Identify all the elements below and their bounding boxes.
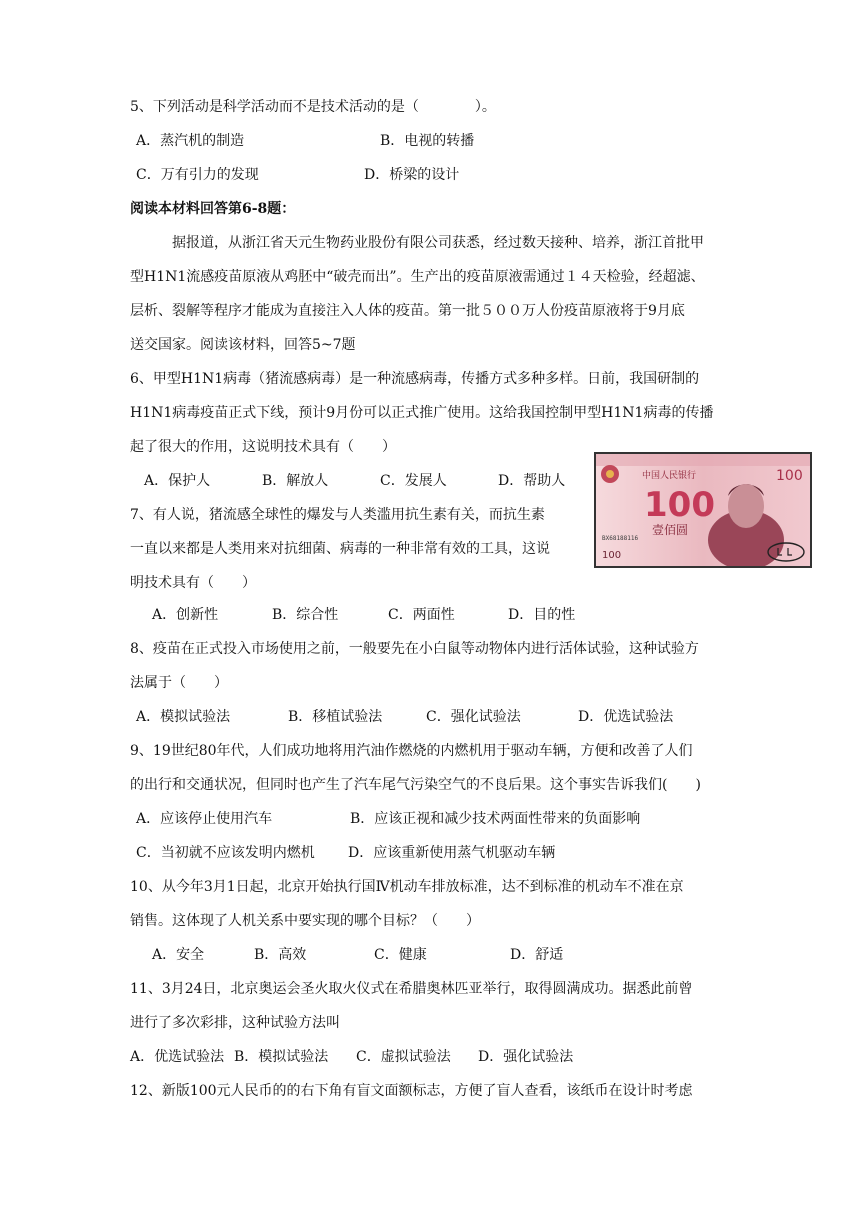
- serial-number: BX68188116: [602, 535, 639, 542]
- material-line: 送交国家。阅读该材料，回答5~7题: [130, 337, 356, 353]
- denomination-small: 100: [776, 468, 803, 484]
- q7-stem-line: 一直以来都是人类用来对抗细菌、病毒的一种非常有效的工具，这说: [130, 541, 550, 557]
- denomination-bottom: 100: [602, 550, 622, 561]
- q7-option-c: C．两面性: [388, 607, 455, 623]
- q5-option-a: A．蒸汽机的制造: [136, 133, 245, 149]
- q6-stem-line: 6、甲型H1N1病毒（猪流感病毒）是一种流感病毒，传播方式多种多样。日前，我国研制的: [130, 371, 700, 387]
- q6-option-a: A．保护人: [144, 473, 211, 489]
- q5-stem: 5、下列活动是科学活动而不是技术活动的是（ ）。: [130, 99, 496, 115]
- q11-stem-line: 11、3月24日，北京奥运会圣火取火仪式在希腊奥林匹亚举行，取得圆满成功。据悉此前曾: [130, 981, 693, 997]
- q5-option-d: D．桥梁的设计: [364, 167, 460, 183]
- q10-option-a: A．安全: [152, 947, 205, 963]
- q6-option-d: D．帮助人: [498, 473, 566, 489]
- q6-option-c: C．发展人: [380, 473, 447, 489]
- q9-option-b: B．应该正视和减少技术两面性带来的负面影响: [350, 811, 641, 827]
- q11-stem-line: 进行了多次彩排，这种试验方法叫: [130, 1015, 340, 1031]
- banknote-image: [594, 452, 812, 568]
- material-heading: 阅读本材料回答第6-8题：: [130, 201, 296, 217]
- q9-option-c: C．当初就不应该发明内燃机: [136, 845, 315, 861]
- q6-option-b: B．解放人: [262, 473, 329, 489]
- q10-stem-line: 10、从今年3月1日起，北京开始执行国Ⅳ机动车排放标准，达不到标准的机动车不准在京: [130, 879, 684, 895]
- q7-option-d: D．目的性: [508, 607, 576, 623]
- q10-option-d: D．舒适: [510, 947, 564, 963]
- q10-option-c: C．健康: [374, 947, 427, 963]
- q11-option-c: C．虚拟试验法: [356, 1049, 451, 1065]
- q11-option-d: D．强化试验法: [478, 1049, 574, 1065]
- material-line: 据报道，从浙江省天元生物药业股份有限公司获悉，经过数天接种、培养，浙江首批甲: [172, 235, 704, 251]
- q8-option-a: A．模拟试验法: [136, 709, 231, 725]
- material-line: 型H1N1流感疫苗原液从鸡胚中“破壳而出”。生产出的疫苗原液需通过１４天检验，经超滤、: [130, 269, 705, 285]
- q8-stem-line: 法属于（ ）: [130, 675, 228, 691]
- material-line: 层析、裂解等程序才能成为直接注入人体的疫苗。第一批５００万人份疫苗原液将于9月底: [130, 303, 685, 319]
- q7-stem-line: 明技术具有（ ）: [130, 575, 256, 591]
- banknote-illustration: [596, 454, 810, 566]
- q5-option-b: B．电视的转播: [380, 133, 475, 149]
- q8-option-c: C．强化试验法: [426, 709, 521, 725]
- q6-stem-line: H1N1病毒疫苗正式下线，预计9月份可以正式推广使用。这给我国控制甲型H1N1病毒的传播: [130, 405, 714, 421]
- q8-option-d: D．优选试验法: [578, 709, 674, 725]
- chinese-amount: 壹佰圆: [652, 523, 689, 537]
- q8-option-b: B．移植试验法: [288, 709, 383, 725]
- q9-option-d: D．应该重新使用蒸气机驱动车辆: [348, 845, 556, 861]
- q8-stem-line: 8、疫苗在正式投入市场使用之前，一般要先在小白鼠等动物体内进行活体试验，这种试验方: [130, 641, 699, 657]
- q5-option-c: C．万有引力的发现: [136, 167, 259, 183]
- q9-stem-line: 9、19世纪80年代，人们成功地将用汽油作燃烧的内燃机用于驱动车辆，方便和改善了人们: [130, 743, 693, 759]
- q7-option-a: A．创新性: [152, 607, 219, 623]
- q7-stem-line: 7、有人说，猪流感全球性的爆发与人类滥用抗生素有关，而抗生素: [130, 507, 545, 523]
- q9-stem-line: 的出行和交通状况，但同时也产生了汽车尾气污染空气的不良后果。这个事实告诉我们( ): [130, 777, 701, 793]
- q9-option-a: A．应该停止使用汽车: [136, 811, 273, 827]
- q10-option-b: B．高效: [254, 947, 307, 963]
- q6-stem-line: 起了很大的作用，这说明技术具有（ ）: [130, 439, 396, 455]
- q11-option-a: A．优选试验法: [130, 1049, 225, 1065]
- q11-option-b: B．模拟试验法: [234, 1049, 329, 1065]
- q12-stem-line: 12、新版100元人民币的的右下角有盲文面额标志，方便了盲人查看，该纸币在设计时考虑: [130, 1083, 693, 1099]
- q7-option-b: B．综合性: [272, 607, 339, 623]
- q10-stem-line: 销售。这体现了人机关系中要实现的哪个目标？（ ）: [130, 913, 480, 929]
- bank-name: 中国人民银行: [642, 471, 697, 481]
- denomination-large: 100: [644, 485, 715, 525]
